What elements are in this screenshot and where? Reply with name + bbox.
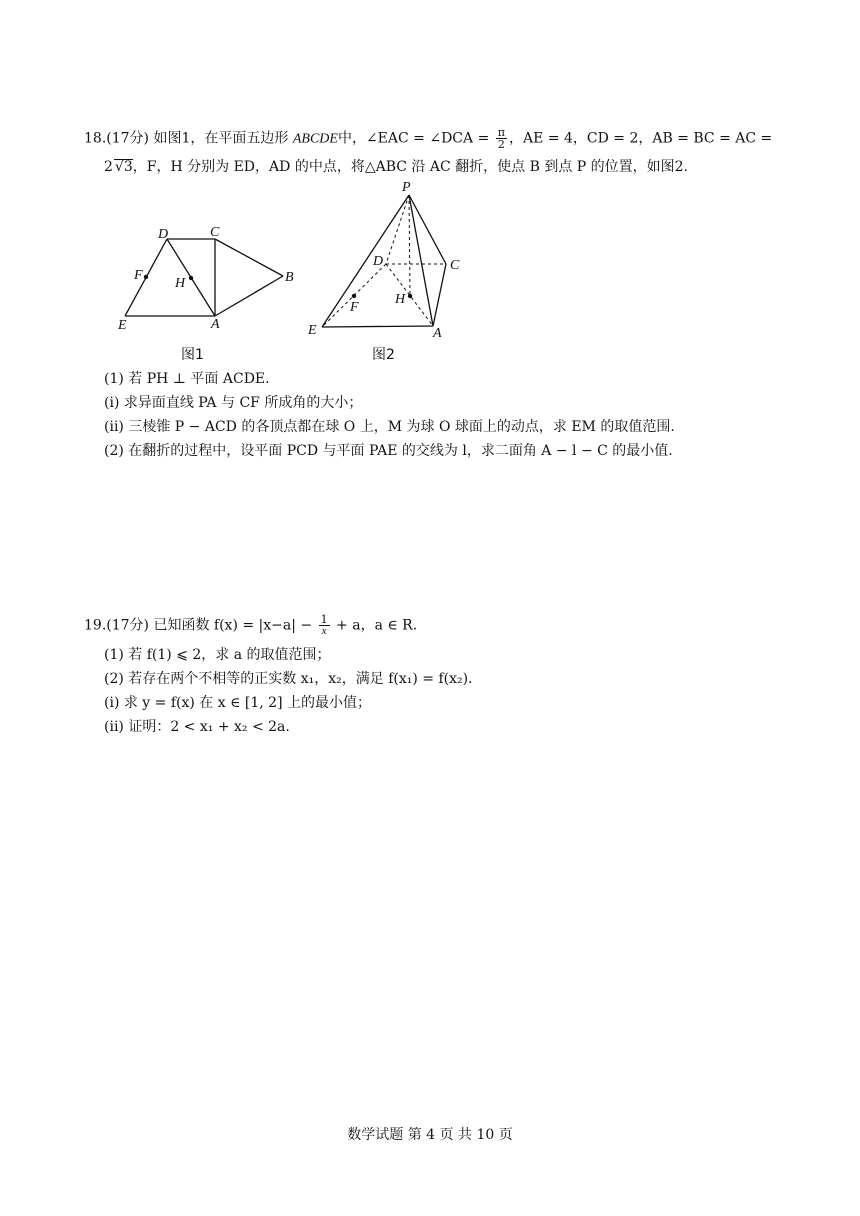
q19-part-2-i: (i) 求 y = f(x) 在 x ∈ [1, 2] 上的最小值； (104, 695, 371, 711)
q18-stem-c: ，AE = 4，CD = 2，AB = BC = AC = (509, 130, 773, 147)
q19-part-1: (1) 若 f(1) ⩽ 2，求 a 的取值范围； (104, 647, 331, 663)
label-C: C (210, 225, 220, 240)
label-H: H (395, 292, 406, 307)
q18-stem-line2 (104, 158, 688, 176)
figure-2-caption: 图2 (372, 347, 395, 363)
page-footer: 数学试题 第 4 页 共 10 页 (347, 1127, 513, 1143)
sqrt-3: √3 (114, 159, 133, 175)
label-A: A (211, 317, 220, 332)
point-H (189, 276, 193, 280)
figure-2-solid-lines (322, 195, 446, 327)
frac-numerator: π (497, 126, 506, 139)
q19-score: (17分) (106, 617, 150, 634)
q18-stem-b: 中，∠EAC = ∠DCA = (337, 130, 490, 147)
label-F: F (134, 268, 143, 283)
segment-CB (215, 239, 283, 276)
q18-number: 18. (84, 130, 107, 147)
label-B: B (285, 270, 294, 285)
q18-part-1-ii: (ii) 三棱锥 P − ACD 的各顶点都在球 O 上，M 为球 O 球面上的动点，求 EM 的取值范围. (104, 419, 675, 435)
frac-denominator: 2 (497, 138, 505, 151)
q18-stem-line1 (84, 127, 772, 150)
q18-pentagon: ABCDE (292, 131, 338, 147)
q18-line2-prefix: 2 (104, 159, 113, 175)
figure-2-hidden-lines (322, 195, 446, 327)
segment-PD (386, 195, 409, 264)
sqrt-radicand: 3 (123, 159, 133, 175)
frac-numerator: 1 (320, 613, 328, 626)
point-F (352, 294, 356, 298)
label-E: E (308, 323, 317, 338)
pi-over-2-fraction (496, 127, 507, 150)
label-C: C (450, 258, 460, 273)
label-H: H (175, 276, 186, 291)
label-F: F (350, 300, 359, 315)
q18-part-2: (2) 在翻折的过程中，设平面 PCD 与平面 PAE 的交线为 l，求二面角 A − l − C 的最小值. (104, 443, 673, 459)
label-D: D (373, 254, 384, 269)
q18-score: (17分) (106, 130, 150, 147)
segment-PC (409, 195, 446, 264)
q18-part-1-i: (i) 求异面直线 PA 与 CF 所成角的大小； (104, 395, 363, 411)
point-H (408, 294, 412, 298)
label-D: D (158, 227, 169, 242)
figure-1 (110, 222, 300, 332)
label-P: P (402, 180, 411, 195)
q18-stem-a: 如图1，在平面五边形 (153, 130, 289, 147)
q19-part-2-ii: (ii) 证明：2 < x₁ + x₂ < 2a. (104, 719, 290, 735)
q19-number: 19. (84, 617, 107, 634)
segment-EA (322, 326, 433, 327)
segment-BA (215, 276, 283, 316)
segment-PE (322, 195, 409, 327)
q18-line2-rest: ，F，H 分别为 ED，AD 的中点，将△ABC 沿 AC 翻折，使点 B 到点 P 的位置，如图2. (132, 159, 688, 175)
segment-CA (433, 264, 446, 326)
label-E: E (118, 318, 127, 332)
frac-denominator: x (321, 625, 327, 637)
q19-stem-b: + a，a ∈ R. (336, 617, 418, 634)
q19-stem (84, 614, 417, 637)
q19-stem-a: 已知函数 f(x) = |x−a| − (153, 617, 313, 634)
figure-2 (300, 180, 480, 340)
label-A: A (433, 326, 442, 340)
figure-1-caption: 图1 (181, 347, 204, 363)
q18-part-1: (1) 若 PH ⊥ 平面 ACDE. (104, 371, 270, 387)
figure-1-lines (125, 239, 283, 316)
segment-PA (409, 195, 433, 326)
point-F (144, 275, 148, 279)
segment-PH (409, 195, 410, 296)
one-over-x-fraction (319, 614, 330, 637)
q19-part-2: (2) 若存在两个不相等的正实数 x₁，x₂，满足 f(x₁) = f(x₂). (104, 671, 473, 687)
